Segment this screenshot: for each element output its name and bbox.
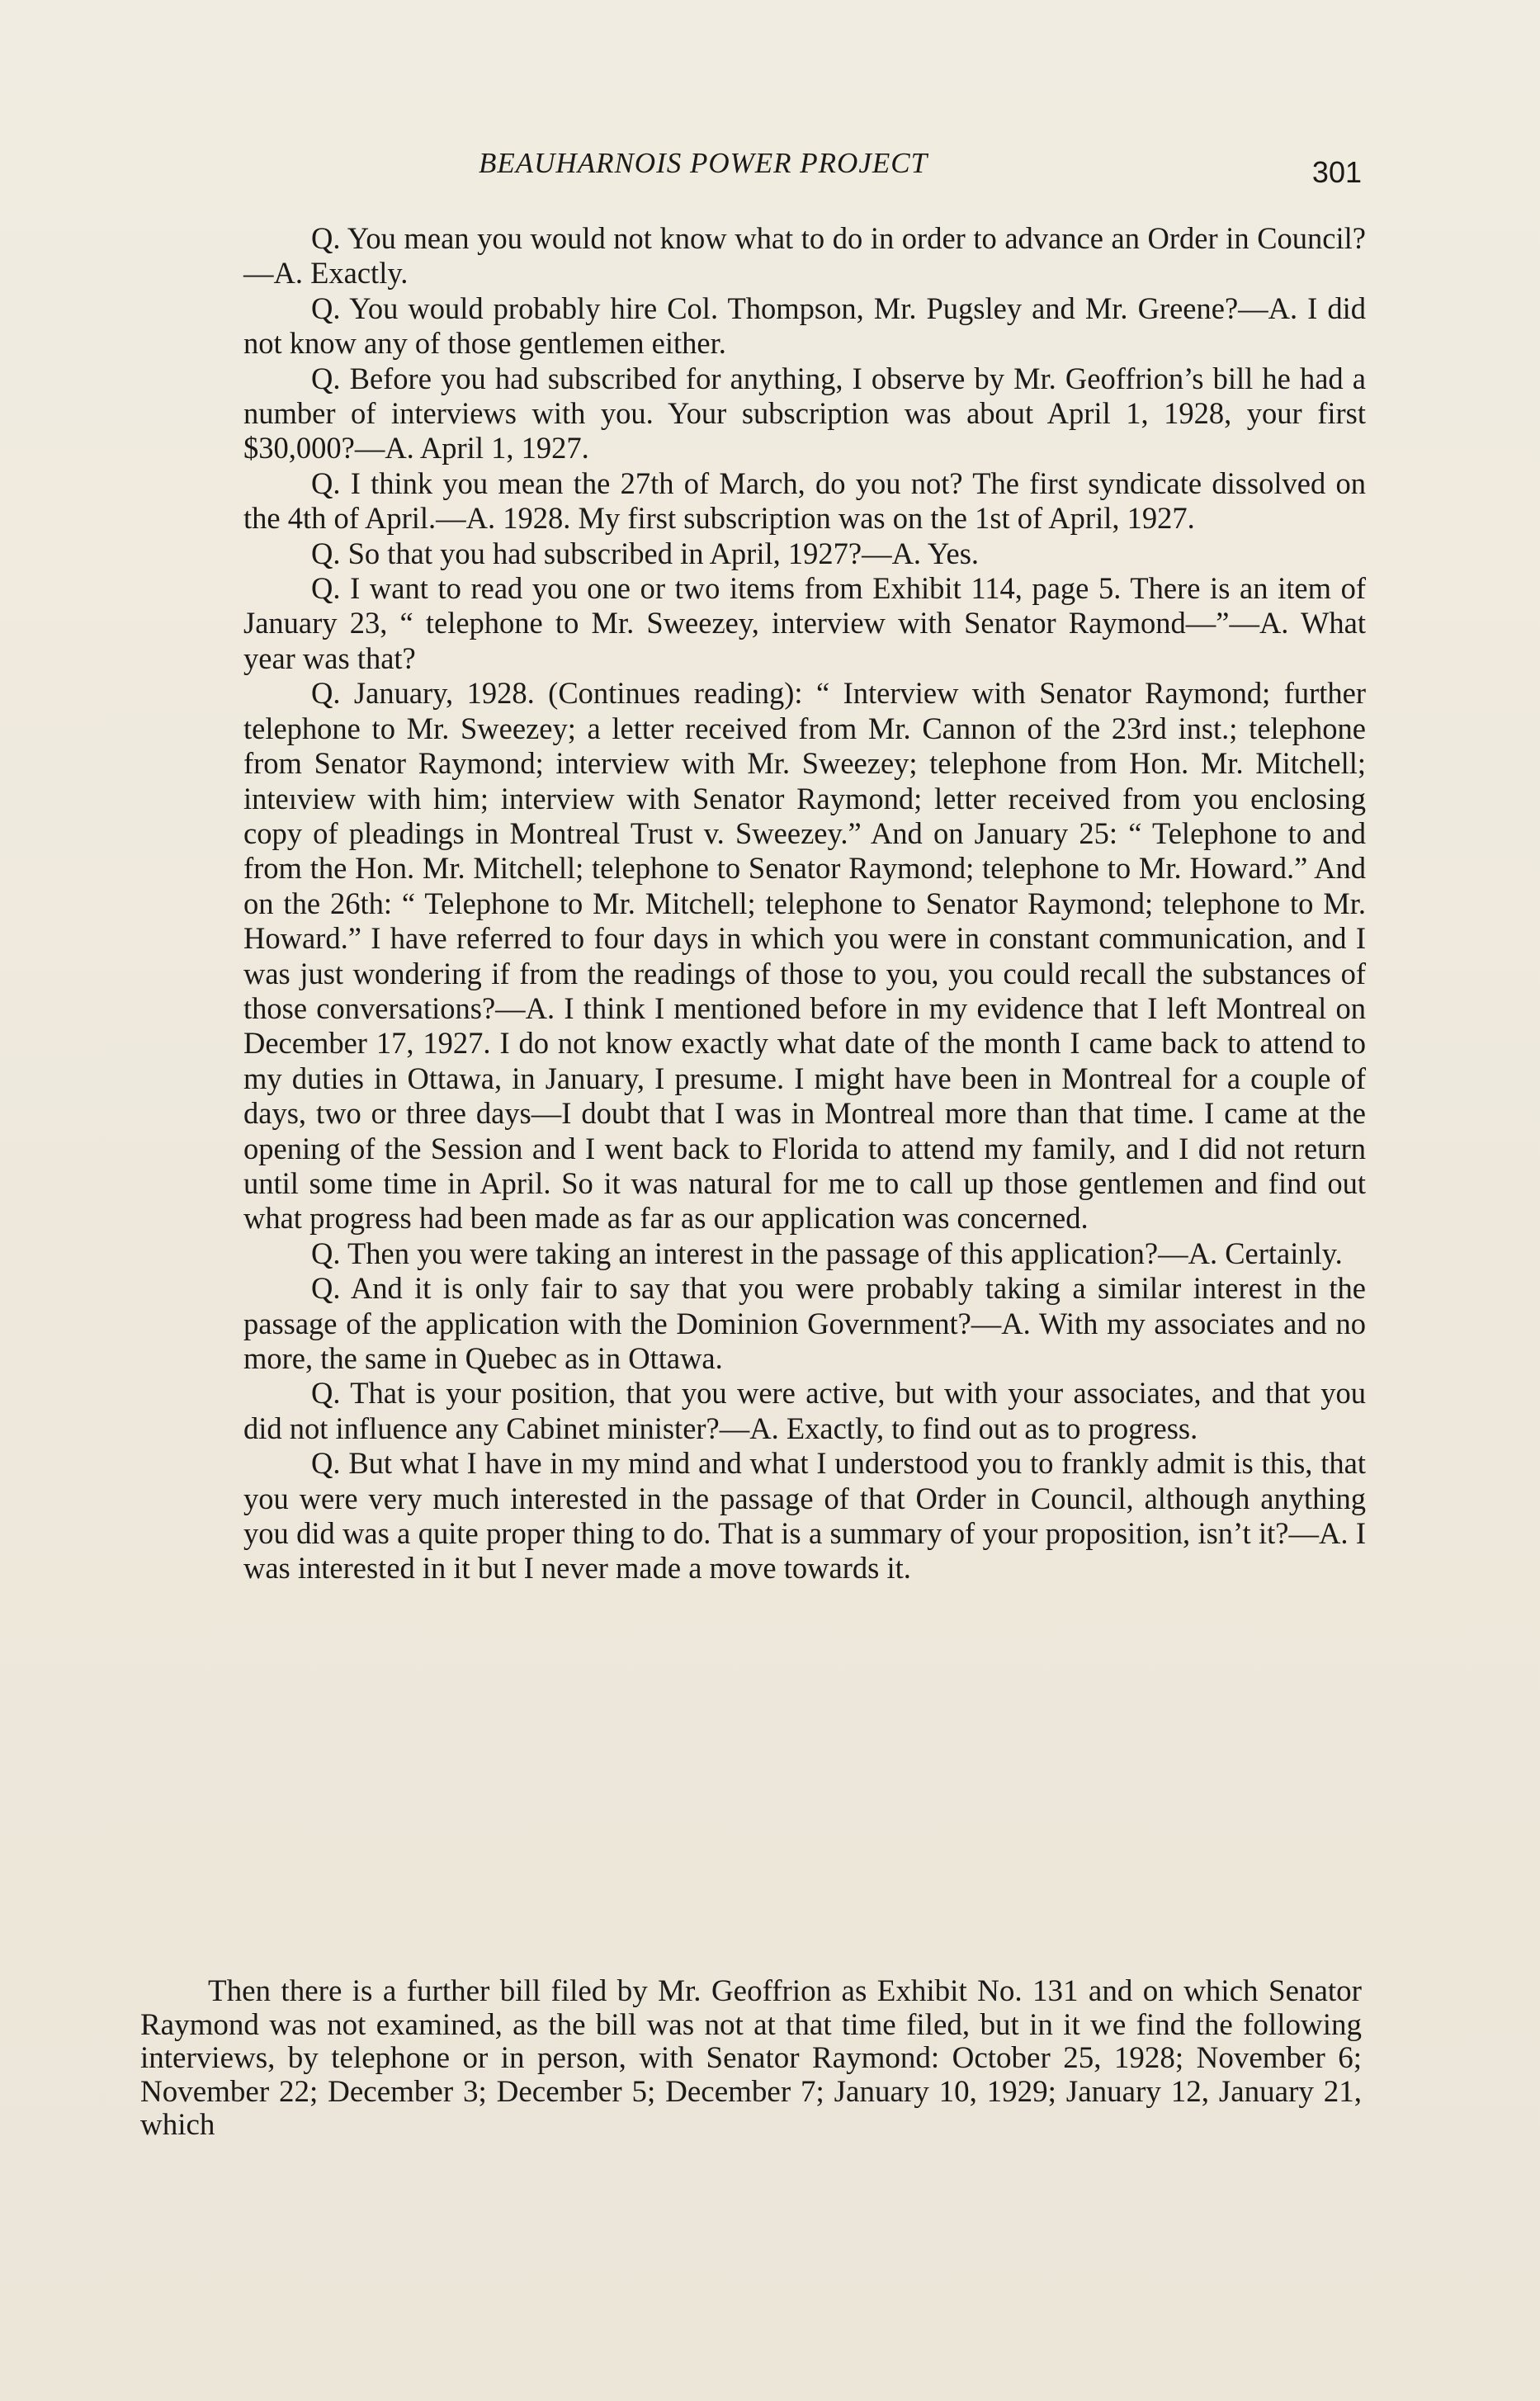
paragraph: Q. Before you had subscribed for anything, I observe by Mr. Geoffrion’s bill he had a number of interviews with you. Your subscription was about April 1, 1928, your first $30,000?—A. April 1, 1927.	[243, 361, 1366, 466]
paragraph: Q. You mean you would not know what to do in order to advance an Order in Council?—A. Exactly.	[243, 221, 1366, 291]
closing-text	[140, 1975, 1362, 2143]
running-title: BEAUHARNOIS POWER PROJECT	[479, 147, 928, 179]
testimony-text	[243, 221, 1366, 1586]
paragraph: Q. That is your position, that you were active, but with your associates, and that you did not influence any Cabinet minister?—A. Exactly, to find out as to progress.	[243, 1376, 1366, 1445]
page-number: 301	[1311, 155, 1362, 189]
paragraph: Q. So that you had subscribed in April, 1927?—A. Yes.	[311, 536, 980, 570]
paragraph: Q. And it is only fair to say that you were probably taking a similar interest in the passage of the application with the Dominion Government?—A. With my associates and no more, the same in Quebec as in Ottawa.	[243, 1271, 1366, 1375]
paragraph: Q. I think you mean the 27th of March, do you not? The first syndicate dissolved on the 4th of April.—A. 1928. My first subscription was on the 1st of April, 1927.	[243, 466, 1366, 536]
paragraph: Q. Then you were taking an interest in the passage of this application?—A. Certainly.	[311, 1236, 1343, 1270]
closing-paragraph: Then there is a further bill filed by Mr. Geoffrion as Exhibit No. 131 and on which Senator Raymond was not examined, as the bill was not at that time filed, but in it we find the following interviews, by telephone or in person, with Senator Raymond: October 25, 1928; November 6; November 22; December 3; December 5; December 7; January 10, 1929; January 12, January 21, which	[140, 1974, 1362, 2142]
running-head	[248, 147, 1362, 188]
paragraph: Q. I want to read you one or two items from Exhibit 114, page 5. There is an item of January 23, “ telephone to Mr. Sweezey, interview with Senator Raymond—”—A. What year was that?	[243, 571, 1366, 675]
paragraph: Q. You would probably hire Col. Thompson, Mr. Pugsley and Mr. Greene?—A. I did not know any of those gentlemen either.	[243, 291, 1366, 361]
paragraph: Q. January, 1928. (Continues reading): “ Interview with Senator Raymond; further telephone to Mr. Sweezey; a letter received from Mr. Cannon of the 23rd inst.; telephone from Senator Raymond; interview with Mr. Sweezey; telephone from Hon. Mr. Mitchell; inteıview with him; interview with Senator Raymond; letter received from you enclosing copy of pleadings in Montreal Trust v. Sweezey.” And on January 25: “ Telephone to and from the Hon. Mr. Mitchell; telephone to Senator Raymond; telephone to Mr. Howard.” And on the 26th: “ Telephone to Mr. Mitchell; telephone to Senator Raymond; telephone to Mr. Howard.” I have referred to four days in which you were in constant communication, and I was just wondering if from the readings of those to you, you could recall the substances of those conversations?—A. I think I mentioned before in my evidence that I left Montreal on December 17, 1927. I do not know exactly what date of the month I came back to attend to my duties in Ottawa, in January, I presume. I might have been in Montreal for a couple of days, two or three days—I doubt that I was in Montreal more than that time. I came at the opening of the Session and I went back to Florida to attend my family, and I did not return until some time in April. So it was natural for me to call up those gentlemen and find out what progress had been made as far as our application was concerned.	[243, 676, 1366, 1236]
paragraph: Q. But what I have in my mind and what I understood you to frankly admit is this, that you were very much interested in the passage of that Order in Council, although anything you did was a quite proper thing to do. That is a summary of your proposition, isn’t it?—A. I was interested in it but I never made a move towards it.	[243, 1446, 1366, 1586]
